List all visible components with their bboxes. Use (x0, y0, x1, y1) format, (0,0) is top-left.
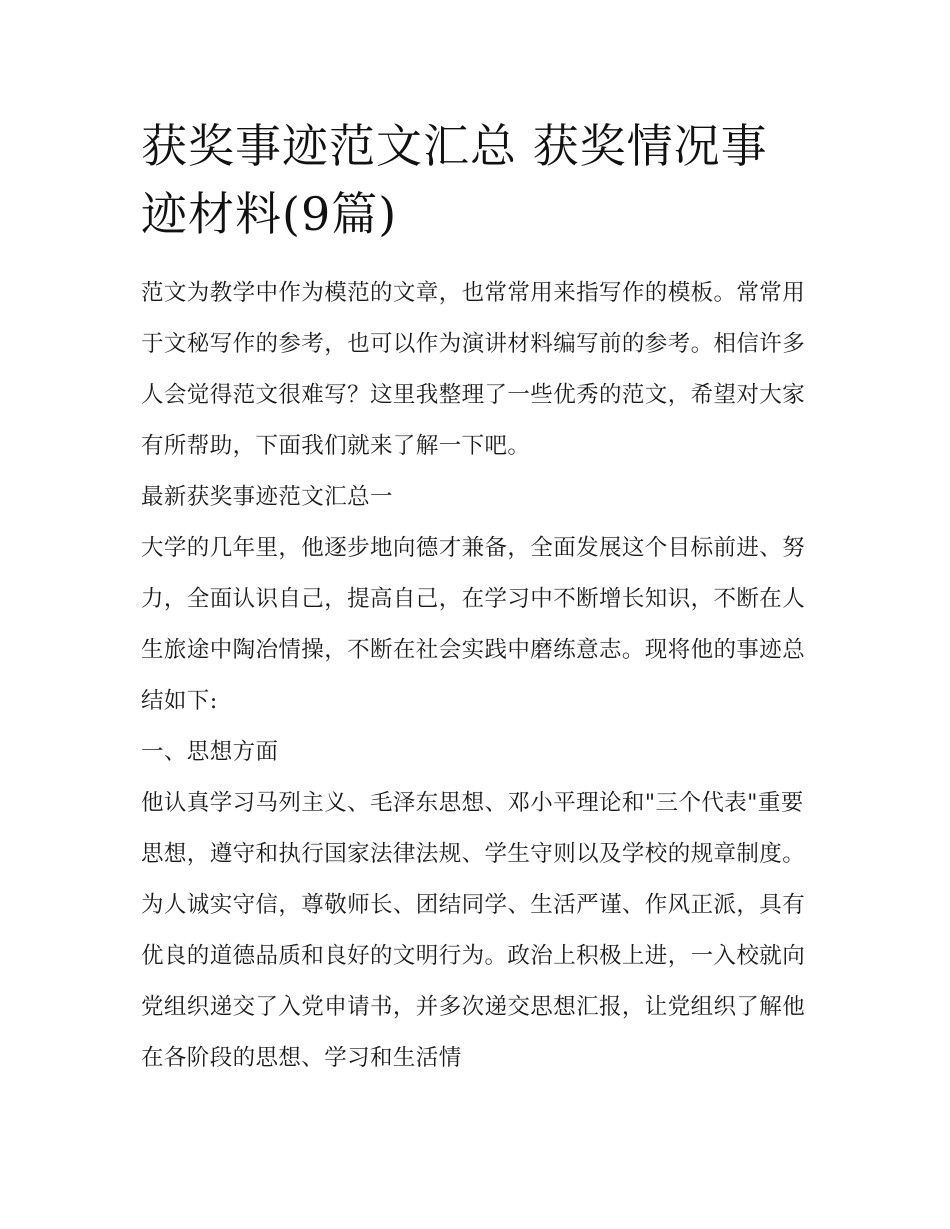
document-body (141, 268, 813, 1084)
document-title: 获奖事迹范文汇总 获奖情况事迹材料(9篇) (141, 119, 768, 241)
body-paragraph: 大学的几年里，他逐步地向德才兼备，全面发展这个目标前进、努力，全面认识自己，提高自己，在学习中不断增长知识，不断在人生旅途中陶冶情操，不断在社会实践中磨练意志。现将他的事迹总结如下: (141, 535, 806, 714)
intro-paragraph: 范文为教学中作为模范的文章，也常常用来指写作的模板。常常用于文秘写作的参考，也可以作为演讲材料编写前的参考。相信许多人会觉得范文很难写？这里我整理了一些优秀的范文，希望对大家有所帮助，下面我们就来了解一下吧。 (141, 280, 806, 459)
subsection-heading-thought: 一、思想方面 (141, 739, 279, 765)
document-page (141, 112, 813, 1084)
section-heading-1: 最新获奖事迹范文汇总一 (141, 484, 393, 510)
body-paragraph: 他认真学习马列主义、毛泽东思想、邓小平理论和"三个代表"重要思想，遵守和执行国家法律法规、学生守则以及学校的规章制度。为人诚实守信，尊敬师长、团结同学、生活严谨、作风正派，具有优良的道德品质和良好的文明行为。政治上积极上进，一入校就向党组织递交了入党申请书，并多次递交思想汇报，让党组织了解他在各阶段的思想、学习和生活情 (141, 790, 806, 1071)
